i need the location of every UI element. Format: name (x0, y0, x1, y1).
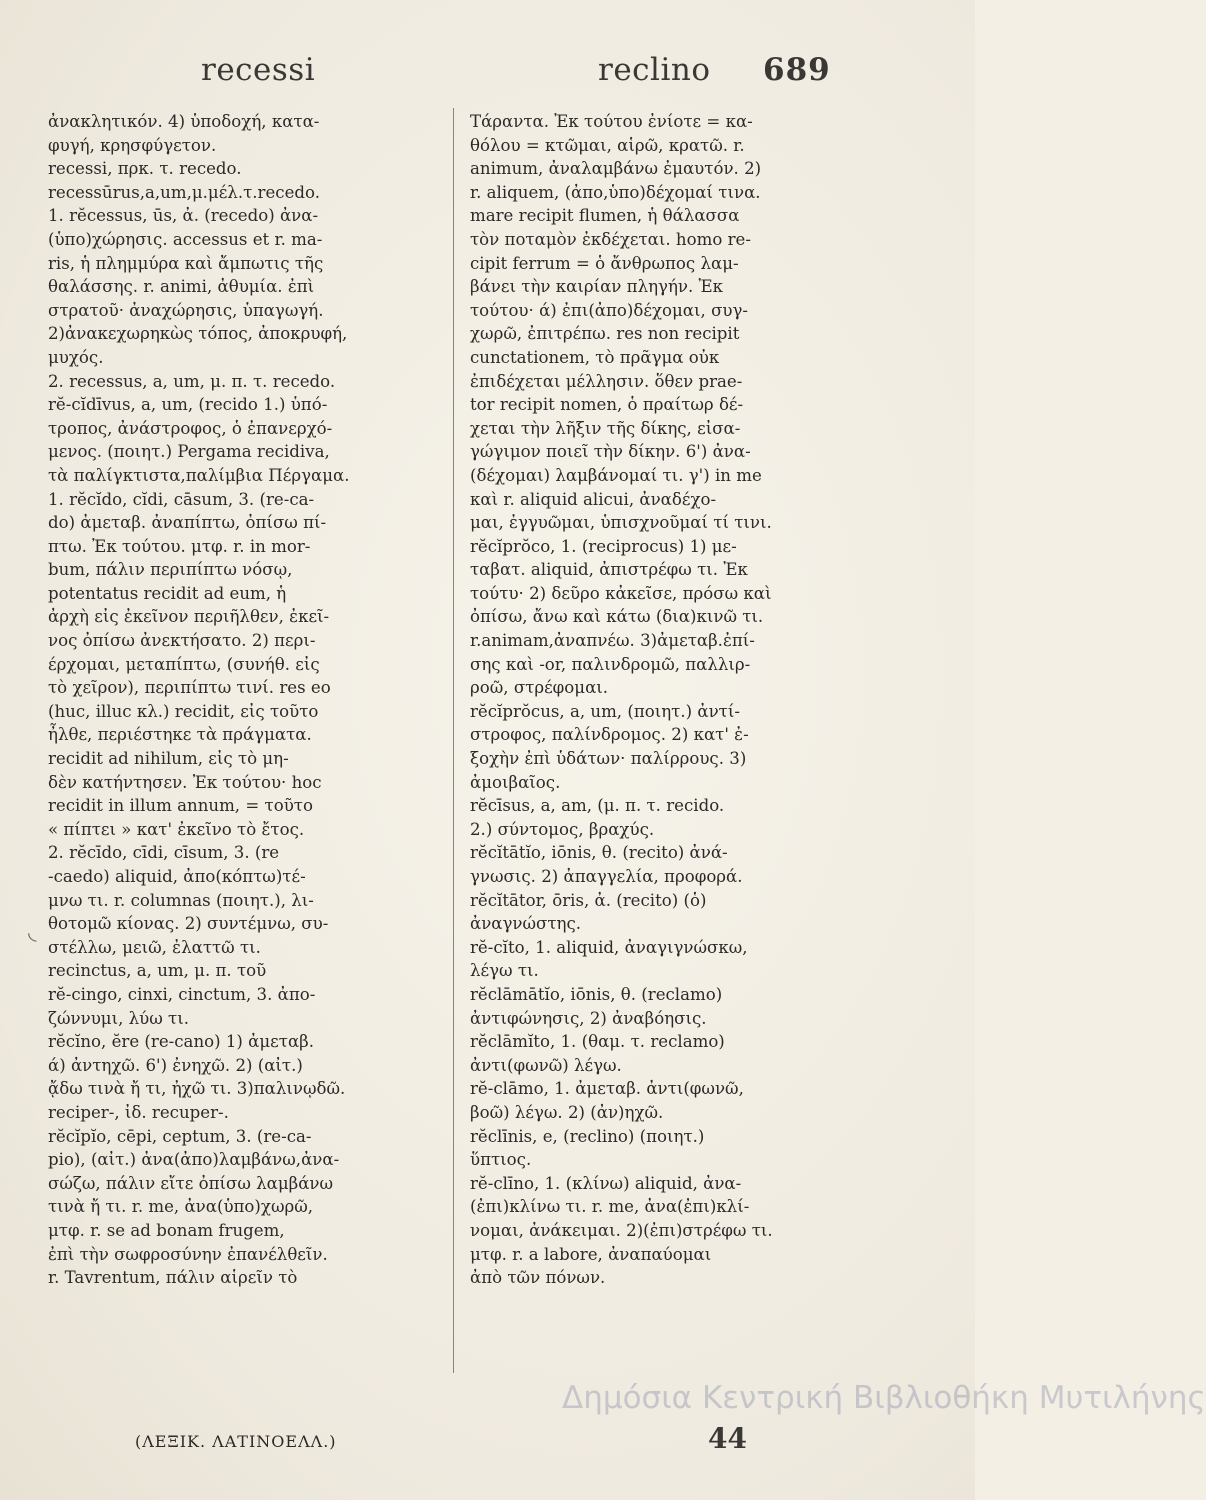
dictionary-line: πτω. Ἐκ τούτου. μτφ. r. in mor- (48, 536, 311, 556)
dictionary-line: recessūrus,a,um,μ.μέλ.τ.recedo. (48, 182, 321, 202)
dictionary-line: μνω τι. r. columnas (ποιητ.), λι- (48, 890, 314, 910)
dictionary-line: σώζω, πάλιν εἴτε ὀπίσω λαμβάνω (48, 1173, 334, 1193)
dictionary-line: rĕcĭpĭo, cēpi, ceptum, 3. (re-ca- (48, 1126, 312, 1146)
dictionary-line: νομαι, ἀνάκειμαι. 2)(ἐπι)στρέφω τι. (470, 1220, 773, 1240)
dictionary-line: τροπος, ἀνάστροφος, ὁ ἐπανερχό- (48, 418, 333, 438)
dictionary-line: cunctationem, τὸ πρᾶγμα οὐκ (470, 347, 720, 367)
dictionary-line: ά) ἀντηχῶ. 6') ἐνηχῶ. 2) (αἰτ.) (48, 1055, 303, 1075)
library-watermark: Δημόσια Κεντρική Βιβλιοθήκη Μυτιλήνης (562, 1380, 1206, 1416)
right-column (470, 110, 835, 1290)
dictionary-line: (δέχομαι) λαμβάνομαί τι. γ') in me (470, 465, 762, 485)
dictionary-line: mare recipit flumen, ἡ θάλασσα (470, 206, 740, 226)
dictionary-line: r. aliquem, (ἀπο,ὑπο)δέχομαί τινα. (470, 182, 761, 202)
dictionary-line: μτφ. r. a labore, ἀναπαύομαι (470, 1244, 712, 1264)
dictionary-line: τὰ παλίγκτιστα,παλίμβια Πέργαμα. (48, 465, 350, 485)
dictionary-line: r.animam,ἀναπνέω. 3)ἀμεταβ.ἐπί- (470, 631, 755, 651)
dictionary-line: cipit ferrum = ὁ ἄνθρωπος λαμ- (470, 253, 739, 273)
dictionary-line: rĕclāmātĭo, iōnis, θ. (reclamo) (470, 984, 723, 1004)
dictionary-line: θαλάσσης. r. animi, ἀθυμία. ἐπὶ (48, 277, 315, 297)
dictionary-line: ὕπτιος. (470, 1150, 532, 1170)
dictionary-line: ταβατ. aliquid, ἀπιστρέφω τι. Ἐκ (470, 560, 748, 580)
dictionary-line: ἐπὶ τὴν σωφροσύνην ἐπανέλθεῖν. (48, 1244, 328, 1264)
dictionary-line: ris, ἡ πλημμύρα καὶ ἄμπωτις τῆς (48, 253, 324, 273)
dictionary-line: ᾄδω τινὰ ἤ τι, ἠχῶ τι. 3)παλινῳδῶ. (48, 1079, 346, 1099)
dictionary-line: Τάραντα. Ἐκ τούτου ἐνίοτε = κα- (470, 112, 753, 131)
dictionary-line: tor recipit nomen, ὁ πραίτωρ δέ- (470, 395, 744, 415)
dictionary-line: ἦλθε, περιέστηκε τὰ πράγματα. (48, 725, 312, 745)
dictionary-line: reciper-, ἰδ. recuper-. (48, 1102, 229, 1122)
dictionary-line: χωρῶ, ἐπιτρέπω. res non recipit (470, 324, 740, 344)
dictionary-line: rĕclāmĭto, 1. (θαμ. τ. reclamo) (470, 1032, 725, 1052)
dictionary-line: στέλλω, μειῶ, ἐλαττῶ τι. (48, 937, 261, 957)
dictionary-line: τινὰ ἤ τι. r. me, ἀνα(ὑπο)χωρῶ, (48, 1197, 314, 1217)
dictionary-line: ἀντιφώνησις, 2) ἀναβόησις. (470, 1008, 707, 1028)
dictionary-line: rĕcĭprŏcus, a, um, (ποιητ.) ἀντί- (470, 701, 740, 721)
dictionary-line: 2)ἀνακεχωρηκὼς τόπος, ἀποκρυφή, (48, 324, 348, 344)
dictionary-line: 2. recessus, a, um, μ. π. τ. recedo. (48, 371, 336, 391)
dictionary-line: pio), (αἰτ.) ἀνα(ἀπο)λαμβάνω,ἀνα- (48, 1150, 340, 1170)
dictionary-line: (huc, illuc κλ.) recidit, εἰς τοῦτο (48, 701, 319, 721)
dictionary-line: ἀπὸ τῶν πόνων. (470, 1268, 606, 1288)
dictionary-line: 2.) σύντομος, βραχύς. (470, 819, 655, 839)
dictionary-line: ἀμοιβαῖος. (470, 772, 561, 792)
dictionary-line: ὀπίσω, ἄνω καὶ κάτω (δια)κινῶ τι. (470, 607, 764, 627)
dictionary-line: ἀναγνώστης. (470, 914, 582, 934)
dictionary-line: 1. rĕcessus, ūs, ἀ. (recedo) ἀνα- (48, 206, 319, 226)
dictionary-line: βοῶ) λέγω. 2) (ἀν)ηχῶ. (470, 1102, 664, 1122)
dictionary-line: τούτου· ά) ἐπι(ἀπο)δέχομαι, συγ- (470, 300, 749, 320)
dictionary-line: ἀρχὴ εἰς ἐκεῖνον περιῆλθεν, ἐκεῖ- (48, 607, 330, 627)
dictionary-line: recessi, πρκ. τ. recedo. (48, 159, 242, 179)
dictionary-line: -caedo) aliquid, ἀπο(κόπτω)τέ- (48, 867, 306, 886)
dictionary-line: recidit ad nihilum, εἰς τὸ μη- (48, 749, 289, 769)
dictionary-line: rĕcĭtātĭo, iōnis, θ. (recito) ἀνά- (470, 843, 728, 863)
dictionary-line: μενος. (ποιητ.) Pergama recidiva, (48, 442, 330, 462)
dictionary-line: rĕ-clīno, 1. (κλίνω) aliquid, ἀνα- (470, 1173, 742, 1193)
dictionary-line: « πίπτει » κατ' ἐκεῖνο τὸ ἔτος. (48, 819, 305, 839)
dictionary-line: 1. rĕcĭdo, cĭdi, cāsum, 3. (re-ca- (48, 489, 315, 509)
left-column (48, 110, 443, 1290)
dictionary-line: animum, ἀναλαμβάνω ἐμαυτόν. 2) (470, 159, 762, 179)
dictionary-line: r. Tavrentum, πάλιν αἱρεῖν τὸ (48, 1268, 298, 1288)
dictionary-line: rĕclīnis, e, (reclino) (ποιητ.) (470, 1126, 705, 1146)
dictionary-line: rĕcĭprŏco, 1. (reciprocus) 1) με- (470, 536, 737, 556)
dictionary-line: δὲν κατήντησεν. Ἐκ τούτου· hoc (48, 772, 322, 792)
dictionary-line: rĕcĭno, ĕre (re-cano) 1) ἀμεταβ. (48, 1032, 315, 1052)
dictionary-line: rĕcĭtātor, ōris, ἀ. (recito) (ὁ) (470, 890, 707, 910)
dictionary-line: (ὑπο)χώρησις. accessus et r. ma- (48, 229, 323, 249)
dictionary-line: ζώννυμι, λύω τι. (48, 1008, 189, 1028)
dictionary-line: ἀντι(φωνῶ) λέγω. (470, 1055, 622, 1075)
dictionary-line: τούτυ· 2) δεῦρο κἀκεῖσε, πρόσω καὶ (470, 583, 772, 603)
header-guide-right: reclino (598, 52, 711, 88)
header-guide-left: recessi (201, 52, 316, 88)
dictionary-line: τὸ χεῖρον), περιπίπτω τινί. res eo (48, 678, 331, 698)
dictionary-line: ξοχὴν ἐπὶ ὑδάτων· παλίρρους. 3) (470, 749, 747, 769)
dictionary-line: λέγω τι. (470, 961, 539, 981)
dictionary-line: recidit in illum annum, = τοῦτο (48, 796, 313, 816)
dictionary-line: χεται τὴν λῆξιν τῆς δίκης, εἰσα- (470, 418, 741, 438)
dictionary-line: σης καὶ -or, παλινδρομῶ, παλλιρ- (470, 654, 751, 674)
dictionary-line: μαι, ἐγγυῶμαι, ὑπισχνοῦμαί τί τινι. (470, 513, 772, 533)
footer-signature: (ΛΕΞΙΚ. ΛΑΤΙΝΟΕΛΛ.) (135, 1432, 337, 1451)
page-number: 689 (763, 52, 831, 88)
dictionary-line: rĕ-cĭdīvus, a, um, (recido 1.) ὑπό- (48, 395, 328, 415)
dictionary-line: καὶ r. aliquid alicui, ἀναδέχο- (470, 489, 717, 509)
dictionary-line: μυχός. (48, 347, 104, 367)
dictionary-line: 2. rĕcīdo, cīdi, cīsum, 3. (re (48, 843, 280, 863)
dictionary-line: ἐπιδέχεται μέλλησιν. ὅθεν prae- (470, 371, 743, 391)
margin-bracket-mark: ◟ (28, 920, 37, 945)
dictionary-line: τὸν ποταμὸν ἐκδέχεται. homo re- (470, 229, 751, 249)
dictionary-line: rĕcīsus, a, am, (μ. π. τ. recido. (470, 796, 725, 816)
dictionary-line: στρατοῦ· ἀναχώρησις, ὑπαγωγή. (48, 300, 324, 320)
footer-sheet-number: 44 (708, 1422, 747, 1455)
dictionary-line: θοτομῶ κίονας. 2) συντέμνω, συ- (48, 914, 329, 934)
dictionary-line: bum, πάλιν περιπίπτω νόσῳ, (48, 560, 293, 580)
dictionary-line: φυγή, κρησφύγετον. (48, 135, 217, 155)
dictionary-line: έρχομαι, μεταπίπτω, (συνήθ. εἰς (48, 654, 320, 674)
dictionary-line: γνωσις. 2) ἀπαγγελία, προφορά. (470, 867, 743, 886)
column-divider (453, 108, 454, 1373)
dictionary-line: βάνει τὴν καιρίαν πληγήν. Ἐκ (470, 277, 724, 297)
dictionary-line: (ἐπι)κλίνω τι. r. me, ἀνα(ἐπι)κλί- (470, 1197, 750, 1217)
dictionary-line: recinctus, a, um, μ. π. τοῦ (48, 961, 267, 981)
dictionary-line: do) ἀμεταβ. ἀναπίπτω, ὀπίσω πί- (48, 513, 327, 533)
dictionary-line: potentatus recidit ad eum, ἡ (48, 583, 287, 603)
dictionary-line: γώγιμον ποιεῖ τὴν δίκην. 6') ἀνα- (470, 442, 751, 462)
dictionary-line: ροῶ, στρέφομαι. (470, 678, 609, 698)
dictionary-line: μτφ. r. se ad bonam frugem, (48, 1220, 285, 1240)
dictionary-line: νος ὀπίσω ἀνεκτήσατο. 2) περι- (48, 631, 316, 651)
dictionary-line: θόλου = κτῶμαι, αἱρῶ, κρατῶ. r. (470, 135, 745, 155)
dictionary-line: rĕ-clāmo, 1. ἀμεταβ. ἀντι(φωνῶ, (470, 1079, 744, 1099)
dictionary-line: rĕ-cingo, cinxi, cinctum, 3. ἀπο- (48, 984, 316, 1004)
dictionary-line: στροφος, παλίνδρομος. 2) κατ' ἐ- (470, 725, 749, 745)
dictionary-line: rĕ-cĭto, 1. aliquid, ἀναγιγνώσκω, (470, 937, 748, 957)
dictionary-line: ἀνακλητικόν. 4) ὑποδοχή, κατα- (48, 112, 320, 131)
